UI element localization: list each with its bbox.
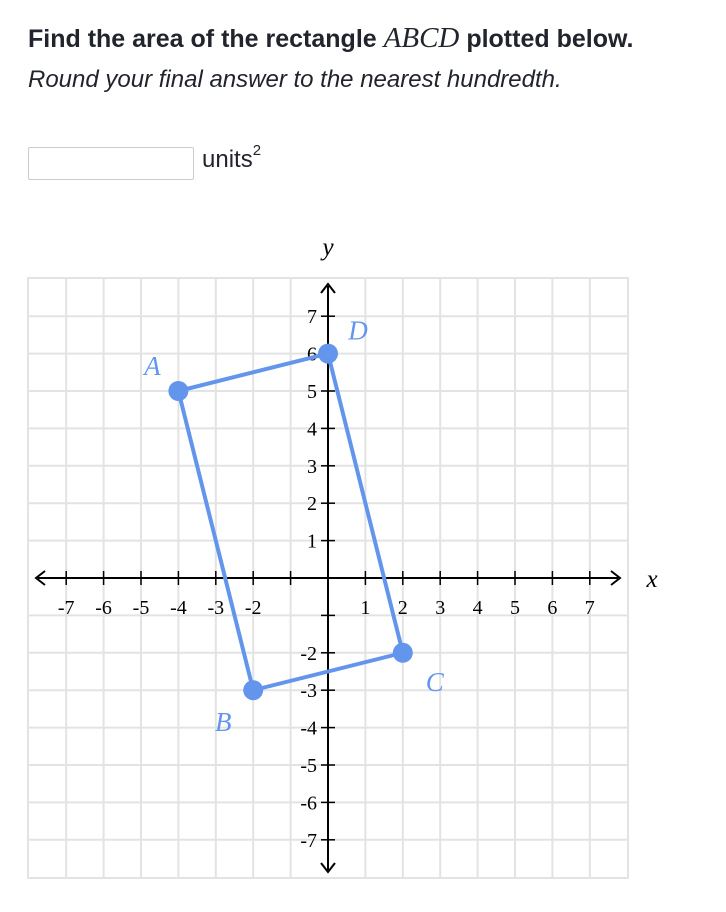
x-tick-label: -7 [57,597,75,619]
y-tick-label: -6 [300,792,317,815]
x-tick-label: -5 [132,597,150,619]
units-label [202,142,262,174]
x-tick-label: 1 [360,597,371,619]
y-tick-label: 7 [307,306,317,329]
x-tick-label: -6 [95,597,112,619]
y-tick-label: -5 [300,755,317,777]
question-tail: plotted below. [466,25,634,53]
x-tick-label: -3 [207,597,225,619]
question-lead: Find the area of the rectangle [28,25,377,53]
y-tick-label: 4 [307,418,317,441]
shape-name: ABCD [383,22,460,54]
x-axis-label: x [646,566,658,593]
question-title [28,22,633,55]
point-label-a: A [144,351,161,381]
x-tick-label: -4 [170,597,187,619]
point-d [318,344,338,364]
y-tick-label: -2 [300,642,317,665]
point-a [168,381,188,401]
coordinate-graph [0,225,726,900]
point-label-d: D [348,315,368,346]
unit-exponent: 2 [252,142,262,159]
x-tick-label: 2 [397,597,408,619]
point-label-b: B [214,707,232,738]
x-tick-label: -2 [244,597,262,619]
x-tick-label: 7 [584,597,595,619]
y-axis-label: y [322,234,334,261]
x-tick-label: 6 [547,597,558,619]
point-label-c: C [425,666,444,697]
y-tick-label: 3 [307,455,317,478]
y-tick-label: 2 [307,493,317,516]
x-tick-label: 5 [510,597,520,619]
y-tick-label: 5 [307,381,317,403]
point-b [243,680,263,700]
answer-input[interactable] [28,147,194,180]
x-tick-label: 3 [435,597,446,619]
y-tick-label: -7 [300,829,317,852]
point-c [393,643,413,663]
y-tick-label: -3 [300,680,317,703]
x-tick-label: 4 [472,597,483,619]
y-tick-label: 6 [307,343,317,366]
question-instruction: Round your final answer to the nearest hundredth. [28,66,562,93]
y-tick-label: 1 [307,530,317,553]
unit-text: units [202,146,253,173]
y-tick-label: -4 [300,717,317,740]
